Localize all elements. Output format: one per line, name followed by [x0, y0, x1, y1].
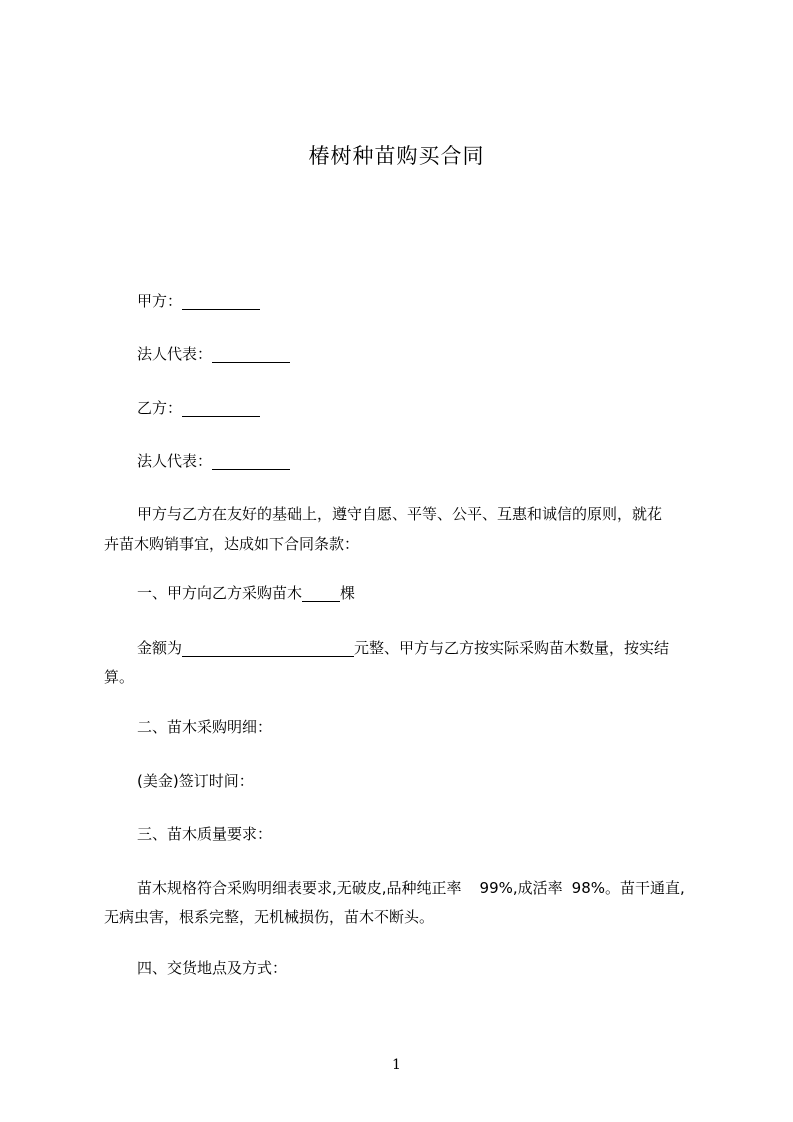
clause-1-heading-suffix: 棵 — [340, 584, 356, 602]
clause-4-heading: 四、交货地点及方式： — [137, 959, 288, 977]
party-b-line — [104, 393, 749, 423]
party-b-blank[interactable] — [182, 399, 260, 417]
party-a-blank[interactable] — [182, 292, 260, 310]
party-a-rep-label: 法人代表： — [137, 345, 213, 363]
amount-line-2: 算。 — [104, 668, 135, 686]
tree-count-blank[interactable] — [302, 584, 340, 602]
clause-1-heading — [104, 578, 749, 608]
quality-line-2: 无病虫害，根系完整，无机械损伤，苗木不断头。 — [104, 908, 435, 926]
party-b-rep-blank[interactable] — [212, 452, 290, 470]
clause-1-heading-prefix: 一、甲方向乙方采购苗木 — [137, 584, 303, 602]
party-b-label: 乙方： — [137, 399, 183, 417]
intro-line-2: 卉苗木购销事宜，达成如下合同条款： — [104, 535, 360, 553]
purity-rate-value: 99% — [479, 879, 513, 897]
quality-text-3: 。苗干通直, — [605, 879, 685, 897]
quality-line-1 — [104, 873, 749, 903]
party-a-rep-blank[interactable] — [212, 345, 290, 363]
clause-3-heading: 三、苗木质量要求： — [137, 825, 273, 843]
party-b-rep-label: 法人代表： — [137, 452, 213, 470]
party-a-line — [104, 286, 749, 316]
party-a-rep-line — [104, 339, 749, 369]
intro-line-1: 甲方与乙方在友好的基础上，遵守自愿、平等、公平、互惠和诚信的原则，就花 — [137, 505, 663, 523]
sign-time-line: (美金)签订时间： — [137, 772, 254, 790]
quality-text-1: 苗木规格符合采购明细表要求,无破皮,品种纯正率 — [137, 879, 462, 897]
amount-line — [104, 633, 749, 663]
clause-2-heading: 二、苗木采购明细： — [137, 718, 273, 736]
party-b-rep-line — [104, 446, 749, 476]
party-a-label: 甲方： — [137, 292, 183, 310]
page-number: 1 — [392, 1057, 401, 1073]
quality-text-2: ,成活率 — [512, 879, 563, 897]
amount-suffix: 元整、甲方与乙方按实际采购苗木数量，按实结 — [354, 639, 670, 657]
survival-rate-value: 98% — [571, 879, 606, 897]
amount-blank[interactable] — [182, 639, 354, 657]
document-title: 椿树种苗购买合同 — [308, 144, 485, 168]
amount-prefix: 金额为 — [137, 639, 183, 657]
